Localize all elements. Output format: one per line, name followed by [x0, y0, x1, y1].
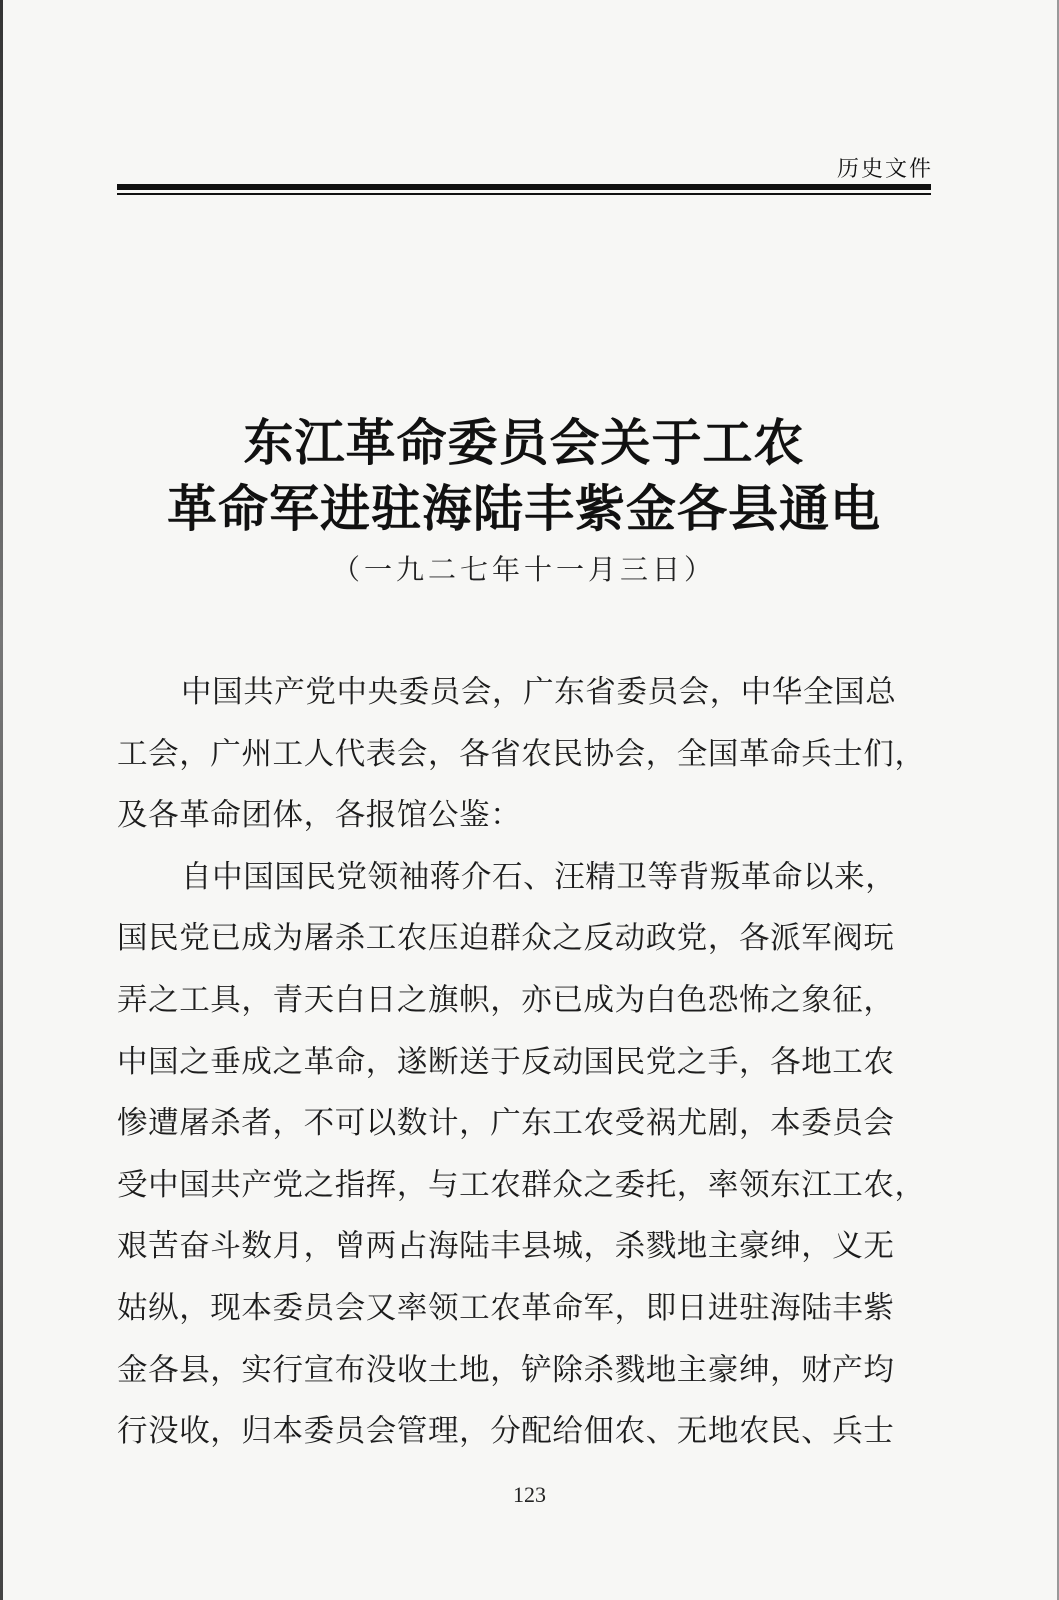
body-line: 弄之工具，青天白日之旗帜，亦已成为白色恐怖之象征， [117, 982, 895, 1018]
document-date: （一九二七年十一月三日） [331, 553, 716, 586]
body-line: 及各革命团体，各报馆公鉴： [117, 798, 522, 834]
header-rule-thin [117, 193, 931, 195]
body-line: 自中国国民党领袖蒋介石、汪精卫等背叛革命以来， [181, 859, 897, 895]
header-rule-thick [117, 184, 931, 190]
page-number: 123 [513, 1482, 546, 1507]
body-line: 姑纵，现本委员会又率领工农革命军，即日进驻海陆丰紫 [117, 1290, 895, 1326]
body-line: 中国共产党中央委员会，广东省委员会，中华全国总 [181, 675, 897, 710]
document-title-block [117, 410, 931, 588]
body-line: 惨遭屠杀者，不可以数计，广东工农受祸尤剧，本委员会 [117, 1106, 895, 1142]
scan-edge-left [0, 0, 3, 1600]
document-title-line-2: 革命军进驻海陆丰紫金各县通电 [167, 479, 881, 538]
body-line: 行没收，归本委员会管理，分配给佃农、无地农民、兵士 [117, 1414, 895, 1450]
body-line: 国民党已成为屠杀工农压迫群众之反动政党，各派军阀玩 [117, 921, 895, 957]
body-text [117, 662, 931, 1463]
body-line: 受中国共产党之指挥，与工农群众之委托，率领东江工农， [117, 1167, 926, 1203]
body-line: 工会，广州工人代表会，各省农民协会，全国革命兵士们， [117, 736, 926, 772]
body-line: 艰苦奋斗数月，曾两占海陆丰县城，杀戮地主豪绅，义无 [117, 1229, 895, 1265]
body-line: 金各县，实行宣布没收土地，铲除杀戮地主豪绅，财产均 [117, 1352, 895, 1388]
document-title-line-1: 东江革命委员会关于工农 [243, 413, 805, 472]
body-line: 中国之垂成之革命，遂断送于反动国民党之手，各地工农 [117, 1044, 895, 1080]
running-head: 历史文件 [836, 157, 933, 182]
